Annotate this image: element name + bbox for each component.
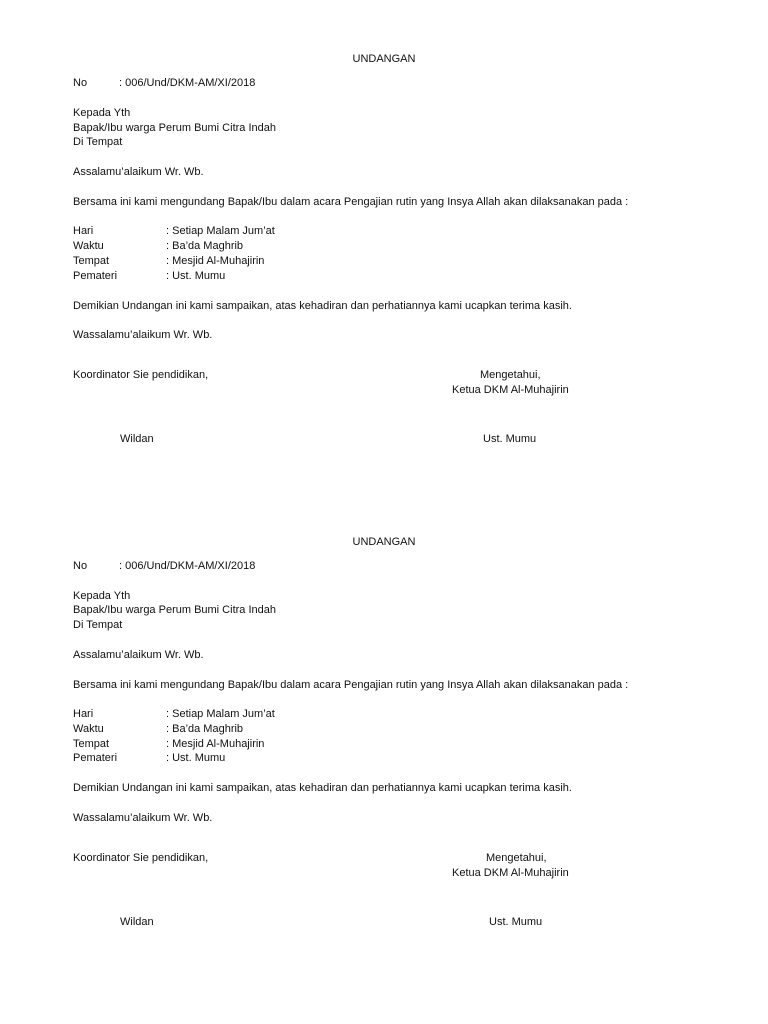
closing-paragraph: Demikian Undangan ini kami sampaikan, atas kehadiran dan perhatiannya kami ucapkan terima kasih.	[73, 300, 572, 312]
right-signatory-name: Ust. Mumu	[483, 433, 537, 445]
farewell: Wassalamu’alaikum Wr. Wb.	[73, 812, 213, 824]
right-signatory-acknowledge: Mengetahui,	[486, 852, 547, 864]
recipient-line: Kepada Yth	[73, 590, 131, 602]
left-signatory-role: Koordinator Sie pendidikan,	[73, 852, 209, 864]
intro-paragraph: Bersama ini kami mengundang Bapak/Ibu dalam acara Pengajian rutin yang Insya Allah akan dilaksanakan pada :	[73, 679, 629, 691]
detail-value: : Mesjid Al-Muhajirin	[166, 255, 265, 267]
detail-label: Tempat	[73, 738, 110, 750]
left-signatory-role: Koordinator Sie pendidikan,	[73, 369, 209, 381]
right-signatory-role: Ketua DKM Al-Muhajirin	[452, 867, 569, 879]
detail-value: : Ust. Mumu	[166, 270, 226, 282]
detail-value: : Setiap Malam Jum’at	[166, 708, 275, 720]
number-label: No	[73, 560, 88, 572]
detail-value: : Ust. Mumu	[166, 752, 226, 764]
right-signatory-role: Ketua DKM Al-Muhajirin	[452, 384, 569, 396]
detail-label: Pemateri	[73, 270, 118, 282]
letter-title: UNDANGAN	[352, 536, 416, 548]
recipient-line: Bapak/Ibu warga Perum Bumi Citra Indah	[73, 122, 276, 134]
detail-label: Waktu	[73, 723, 104, 735]
left-signatory-name: Wildan	[120, 433, 154, 445]
detail-label: Tempat	[73, 255, 110, 267]
detail-value: : Ba’da Maghrib	[166, 240, 244, 252]
letter-title: UNDANGAN	[352, 53, 416, 65]
farewell: Wassalamu’alaikum Wr. Wb.	[73, 329, 213, 341]
detail-label: Hari	[73, 225, 94, 237]
intro-paragraph: Bersama ini kami mengundang Bapak/Ibu dalam acara Pengajian rutin yang Insya Allah akan dilaksanakan pada :	[73, 196, 629, 208]
closing-paragraph: Demikian Undangan ini kami sampaikan, atas kehadiran dan perhatiannya kami ucapkan terima kasih.	[73, 782, 572, 794]
recipient-line: Bapak/Ibu warga Perum Bumi Citra Indah	[73, 604, 276, 616]
recipient-line: Di Tempat	[73, 136, 123, 148]
detail-value: : Setiap Malam Jum’at	[166, 225, 275, 237]
number-value: : 006/Und/DKM-AM/XI/2018	[119, 77, 256, 89]
greeting: Assalamu’alaikum Wr. Wb.	[73, 649, 204, 661]
recipient-line: Di Tempat	[73, 619, 123, 631]
detail-label: Waktu	[73, 240, 104, 252]
detail-label: Pemateri	[73, 752, 118, 764]
left-signatory-name: Wildan	[120, 916, 154, 928]
detail-label: Hari	[73, 708, 94, 720]
invitation-letter-1	[0, 0, 768, 483]
invitation-letter-2	[0, 483, 768, 966]
detail-value: : Ba’da Maghrib	[166, 723, 244, 735]
right-signatory-name: Ust. Mumu	[489, 916, 543, 928]
number-label: No	[73, 77, 88, 89]
detail-value: : Mesjid Al-Muhajirin	[166, 738, 265, 750]
recipient-line: Kepada Yth	[73, 107, 131, 119]
number-value: : 006/Und/DKM-AM/XI/2018	[119, 560, 256, 572]
right-signatory-acknowledge: Mengetahui,	[480, 369, 541, 381]
greeting: Assalamu’alaikum Wr. Wb.	[73, 166, 204, 178]
